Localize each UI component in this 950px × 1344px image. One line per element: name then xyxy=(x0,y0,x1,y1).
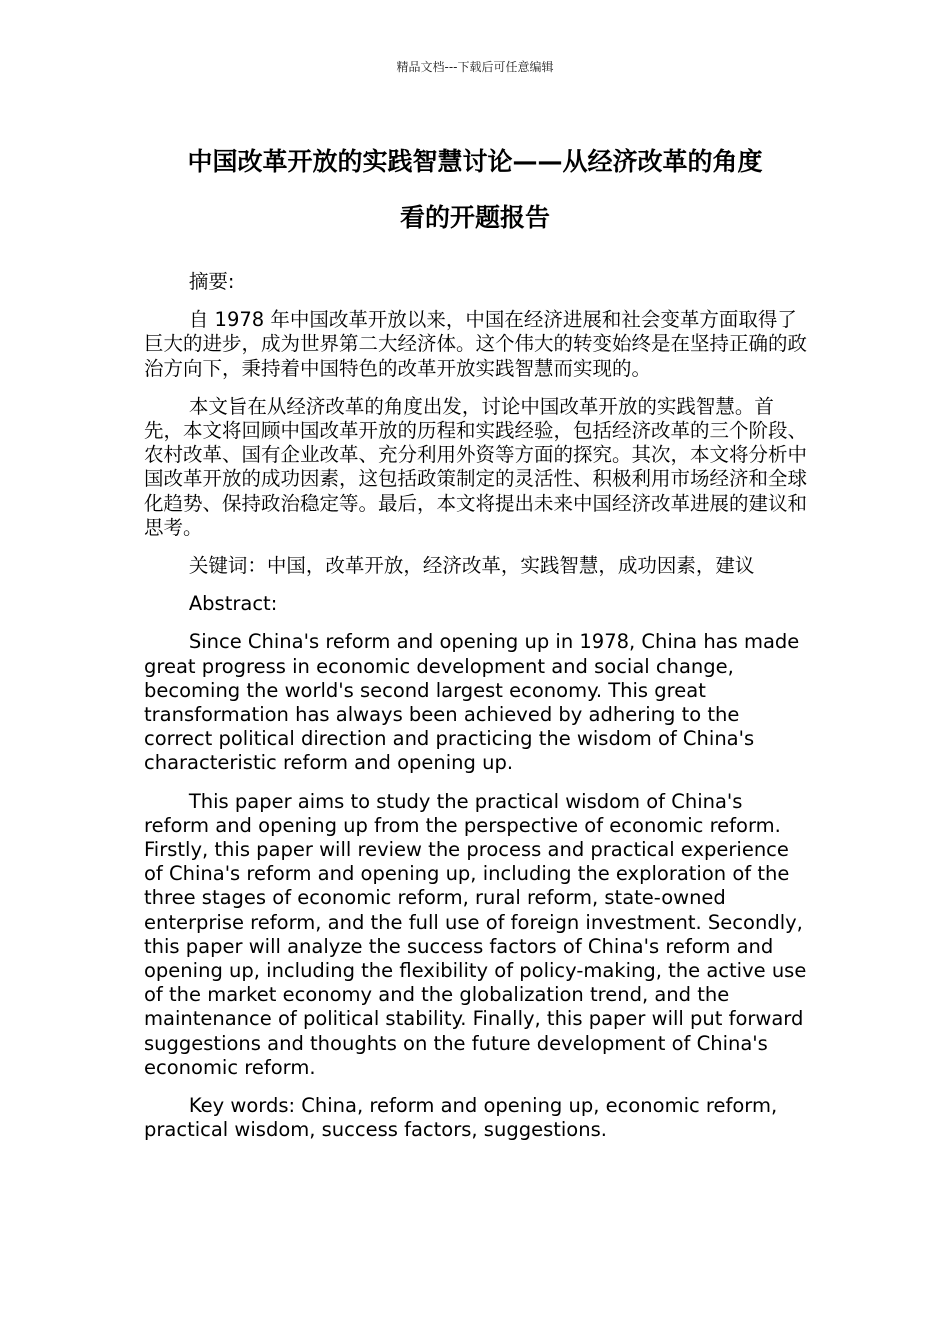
abstract-cn-label: 摘要: xyxy=(188,270,235,293)
keywords-en: Key words: China, reform and opening up, economic reform, practical wisdom, success factors, suggestions. xyxy=(144,1094,778,1142)
abstract-en-paragraph-2: This paper aims to study the practical wisdom of China's reform and opening up from the perspective of economic reform. Firstly, this paper will review the process and practical experience of China's reform and opening up, including the exploration of the three stages of economic reform, rural reform, state-owned enterprise reform, and the full use of foreign investment. Secondly, this paper will analyze the success factors of China's reform and opening up, including the flexibility of policy-making, the active use of the market economy and the globalization trend, and the maintenance of political stability. Finally, this paper will put forward suggestions and thoughts on the future development of China's economic reform. xyxy=(144,789,807,1079)
abstract-en-label: Abstract: xyxy=(188,592,278,616)
header-note: 精品文档---下载后可任意编辑 xyxy=(396,60,554,74)
page-title xyxy=(140,134,810,246)
abstract-cn-paragraph-2: 本文旨在从经济改革的角度出发，讨论中国改革开放的实践智慧。首先，本文将回顾中国改革开放的历程和实践经验，包括经济改革的三个阶段、农村改革、国有企业改革、充分利用外资等方面的探究。其次，本文将分析中国改革开放的成功因素，这包括政策制定的灵活性、积极利用市场经济和全球化趋势、保持政治稳定等。最后，本文将提出未来中国经济改革进展的建议和思考。 xyxy=(144,394,808,539)
abstract-en-paragraph-1: Since China's reform and opening up in 1978, China has made great progress in economic development and social change, becoming the world's second largest economy. This great transformation has always been achieved by adhering to the correct political direction and practicing the wisdom of China's characteristic reform and opening up. xyxy=(144,630,800,775)
title-line-1: 中国改革开放的实践智慧讨论——从经济改革的角度 xyxy=(187,147,763,176)
keywords-cn: 关键词：中国，改革开放，经济改革，实践智慧，成功因素，建议 xyxy=(188,554,755,578)
document-body xyxy=(144,270,808,1157)
title-line-2: 看的开题报告 xyxy=(399,203,550,232)
abstract-cn-paragraph-1: 自 1978 年中国改革开放以来，中国在经济进展和社会变革方面取得了巨大的进步，成为世界第二大经济体。这个伟大的转变始终是在坚持正确的政治方向下，秉持着中国特色的改革开放实践智慧而实现的。 xyxy=(144,308,808,380)
